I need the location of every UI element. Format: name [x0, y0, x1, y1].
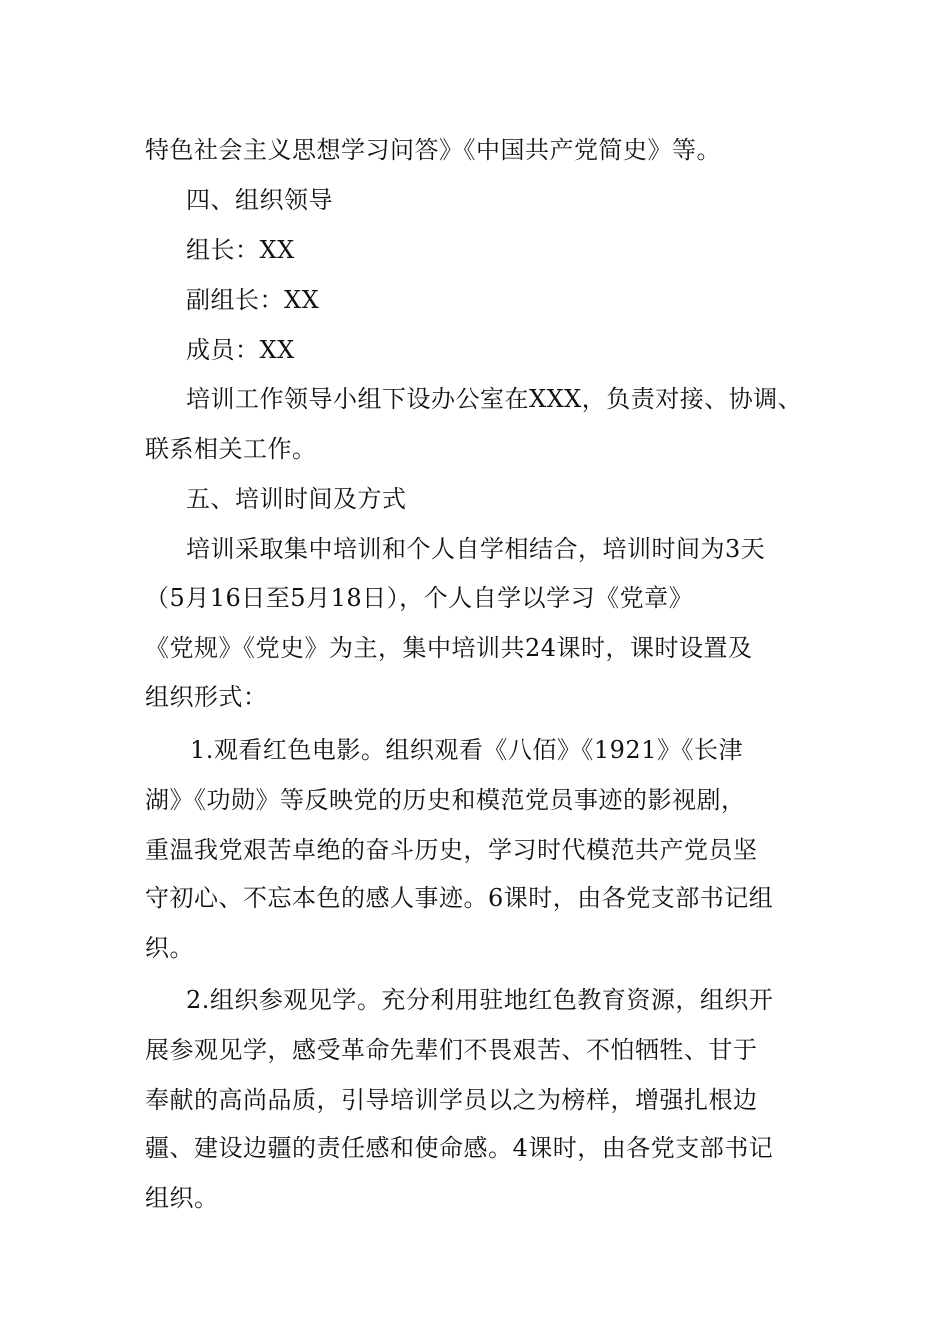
section-heading-5: 五、培训时间及方式 — [186, 485, 407, 513]
list-item-1-line-2: 湖》《功勋》等反映党的历史和模范党员事迹的影视剧， — [145, 786, 746, 814]
text-line-training-2: （5月16日至5月18日），个人自学以学习《党章》 — [145, 584, 694, 612]
list-item-2-line-5: 组织。 — [145, 1184, 219, 1212]
text-line-training-1: 培训采取集中培训和个人自学相结合，培训时间为3天 — [186, 535, 766, 563]
list-item-1-line-4: 守初心、不忘本色的感人事迹。6课时，由各党支部书记组 — [145, 884, 774, 912]
text-line-members: 成员：XX — [186, 336, 295, 364]
text-line-training-3: 《党规》《党史》为主，集中培训共24课时，课时设置及 — [145, 634, 753, 662]
list-item-1-line-5: 织。 — [145, 934, 194, 962]
list-item-1-line-3: 重温我党艰苦卓绝的奋斗历史，学习时代模范共产党员坚 — [145, 836, 758, 864]
text-line-training-4: 组织形式： — [145, 683, 268, 711]
section-heading-4: 四、组织领导 — [186, 186, 333, 214]
list-item-2-line-4: 疆、建设边疆的责任感和使命感。4课时，由各党支部书记 — [145, 1134, 774, 1162]
list-item-2-line-3: 奉献的高尚品质，引导培训学员以之为榜样，增强扎根边 — [145, 1086, 758, 1114]
list-item-1-line-1: 1.观看红色电影。组织观看《八佰》《1921》《长津 — [190, 736, 743, 764]
list-item-2-line-2: 展参观见学，感受革命先辈们不畏艰苦、不怕牺牲、甘于 — [145, 1036, 758, 1064]
text-line-leader: 组长：XX — [186, 236, 295, 264]
text-line-deputy-leader: 副组长：XX — [186, 286, 320, 314]
list-item-2-line-1: 2.组织参观见学。充分利用驻地红色教育资源，组织开 — [186, 986, 774, 1014]
text-line-office: 培训工作领导小组下设办公室在XXX，负责对接、协调、 — [186, 385, 803, 413]
text-line-office-cont: 联系相关工作。 — [145, 435, 317, 463]
text-line-1: 特色社会主义思想学习问答》《中国共产党简史》等。 — [145, 136, 721, 164]
